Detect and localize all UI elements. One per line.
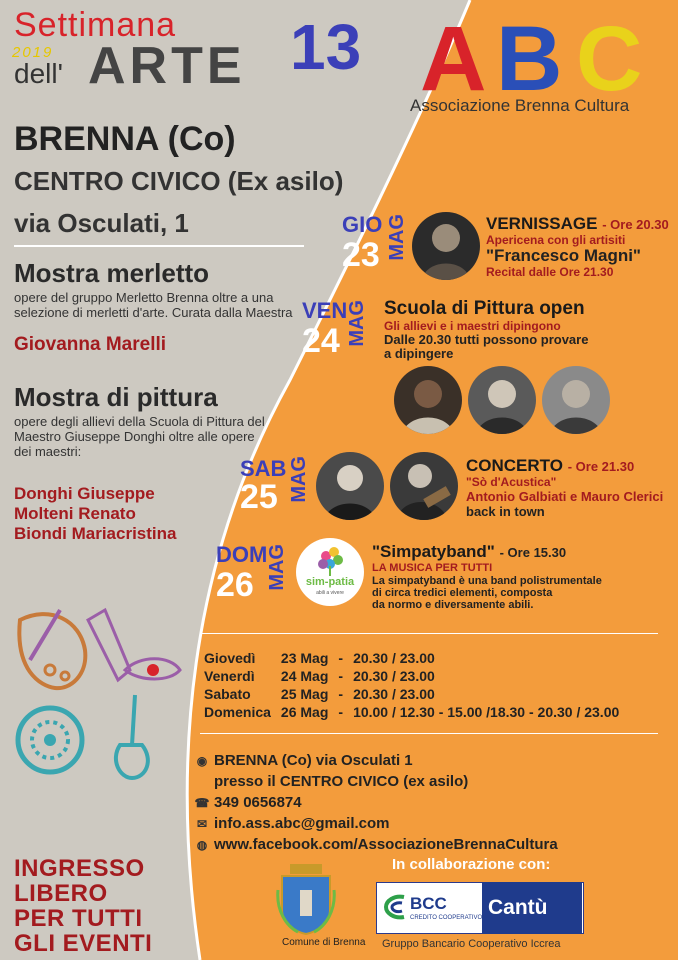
- event-title: VERNISSAGE: [486, 214, 598, 233]
- event-time: - Ore 21.30: [567, 459, 635, 474]
- title-edition-number: 13: [290, 11, 362, 83]
- divider: [200, 733, 658, 734]
- contact-email[interactable]: ✉ info.ass.abc@gmail.com: [190, 813, 558, 834]
- title-year: 2019: [12, 44, 54, 61]
- event-day-label: VEN: [302, 298, 348, 323]
- title-settimana: Settimana: [14, 6, 177, 44]
- art-tools-icon: [10, 600, 190, 780]
- event-line: da normo e diversamente abili.: [372, 599, 534, 611]
- globe-icon: ◍: [196, 837, 208, 852]
- schedule-row: Sabato 25 Mag - 20.30 / 23.00: [204, 686, 435, 702]
- contact-block: [190, 750, 558, 855]
- event-line: "Sò d'Acustica": [466, 475, 557, 489]
- event-time: - Ore 15.30: [499, 545, 567, 560]
- location-pin-icon: ◉: [196, 753, 208, 768]
- event-month: MAG: [266, 544, 288, 591]
- artist-photo: [394, 366, 462, 434]
- mostra-pittura-title: Mostra di pittura: [14, 382, 218, 412]
- free-entry-notice: INGRESSO LIBERO PER TUTTI GLI EVENTI: [14, 855, 153, 957]
- event-day-label: GIO: [342, 212, 383, 237]
- event-day-number: 23: [342, 236, 380, 274]
- comune-crest-icon: [276, 860, 336, 936]
- event-day-number: 25: [240, 478, 278, 516]
- artist-name: Biondi Mariacristina: [14, 524, 177, 543]
- contact-web[interactable]: ◍ www.facebook.com/AssociazioneBrennaCultura: [190, 834, 558, 855]
- bcc-text: BCC: [410, 894, 447, 913]
- mostra-merletto-text: opere del gruppo Merletto Brenna oltre a una selezione di merletti d'arte. Curata dalla Maestra: [14, 290, 293, 320]
- event-line: LA MUSICA PER TUTTI: [372, 562, 493, 574]
- simpatia-logo-text: sim-patia: [305, 576, 355, 588]
- phone-icon: ☎: [194, 795, 210, 810]
- association-name: Associazione Brenna Cultura: [410, 96, 630, 115]
- event-month: MAG: [346, 300, 368, 347]
- location-address: via Osculati, 1: [14, 208, 189, 238]
- event-time: - Ore 20.30: [602, 217, 669, 232]
- bank-name: Cantù: [488, 896, 548, 919]
- event-day-label: DOM: [216, 542, 268, 567]
- event-month: MAG: [386, 214, 408, 261]
- event-title: CONCERTO: [466, 456, 563, 475]
- bcc-mark-icon: [384, 893, 408, 921]
- artist-name: Molteni Renato: [14, 504, 136, 523]
- mostra-pittura-artists: [14, 484, 176, 544]
- event-day-number: 24: [302, 322, 340, 360]
- contact-address-2: presso il CENTRO CIVICO (ex asilo): [214, 773, 469, 790]
- musician-photo: [316, 452, 384, 520]
- event-month: MAG: [288, 456, 310, 503]
- simpatia-logo-sub: abili a vivere: [316, 590, 344, 596]
- divider: [200, 633, 658, 634]
- simpatia-logo: [296, 538, 364, 606]
- event-title: "Simpatyband": [372, 542, 495, 561]
- mostra-pittura-text: opere degli allievi della Scuola di Pittura del Maestro Giuseppe Donghi oltre alle opere dei maestri:: [14, 414, 265, 459]
- event-concerto: [466, 456, 676, 519]
- svg-text:A: A: [420, 18, 487, 98]
- event-line: di circa tredici elementi, composta: [372, 587, 553, 599]
- event-line: Recital dalle Ore 21.30: [486, 265, 614, 279]
- event-line: "Francesco Magni": [486, 246, 641, 265]
- artist-photo: [412, 212, 480, 280]
- comune-label: Comune di Brenna: [282, 937, 366, 948]
- svg-text:C: C: [576, 18, 643, 98]
- title-arte: ARTE: [88, 37, 246, 95]
- bcc-small-text: CREDITO COOPERATIVO: [410, 915, 483, 921]
- musician-photo: [390, 452, 458, 520]
- abc-logo: [420, 18, 670, 98]
- event-line: Gli allievi e i maestri dipingono: [384, 319, 561, 333]
- event-line: La simpatyband è una band polistrumentale: [372, 575, 602, 587]
- event-line: Apericena con gli artisiti: [486, 233, 626, 247]
- artist-photo: [468, 366, 536, 434]
- location-town: BRENNA (Co): [14, 120, 236, 158]
- contact-address: ◉ BRENNA (Co) via Osculati 1: [190, 750, 558, 771]
- event-line: Dalle 20.30 tutti possono provare: [384, 332, 589, 347]
- divider: [14, 245, 304, 247]
- event-line: Antonio Galbiati e Mauro Clerici: [466, 489, 664, 504]
- location-venue: CENTRO CIVICO (Ex asilo): [14, 166, 344, 196]
- bank-group: Gruppo Bancario Cooperativo Iccrea: [382, 938, 561, 950]
- event-vernissage: [486, 214, 676, 279]
- event-scuola-pittura: [384, 298, 674, 361]
- event-day-number: 26: [216, 566, 254, 604]
- mostra-merletto-curator: Giovanna Marelli: [14, 334, 167, 355]
- schedule-table: [204, 650, 629, 722]
- contact-phone: ☎ 349 0656874: [190, 792, 558, 813]
- event-line: back in town: [466, 504, 545, 519]
- schedule-row: Domenica 26 Mag - 10.00 / 12.30 - 15.00 /18.30 - 20.30 / 23.00: [204, 704, 620, 720]
- event-simpatyband: [372, 542, 674, 611]
- collaboration-label: In collaborazione con:: [392, 856, 551, 873]
- artist-photo: [542, 366, 610, 434]
- mostra-merletto-title: Mostra merletto: [14, 258, 210, 288]
- svg-text:B: B: [496, 18, 563, 98]
- mail-icon: ✉: [196, 816, 208, 831]
- title-dell: dell': [14, 58, 63, 89]
- event-line: a dipingere: [384, 346, 454, 361]
- schedule-row: Venerdì 24 Mag - 20.30 / 23.00: [204, 668, 435, 684]
- event-day-label: SAB: [240, 456, 287, 481]
- artist-name: Donghi Giuseppe: [14, 484, 155, 503]
- schedule-row: Giovedì 23 Mag - 20.30 / 23.00: [204, 650, 435, 666]
- event-title: Scuola di Pittura open: [384, 298, 585, 319]
